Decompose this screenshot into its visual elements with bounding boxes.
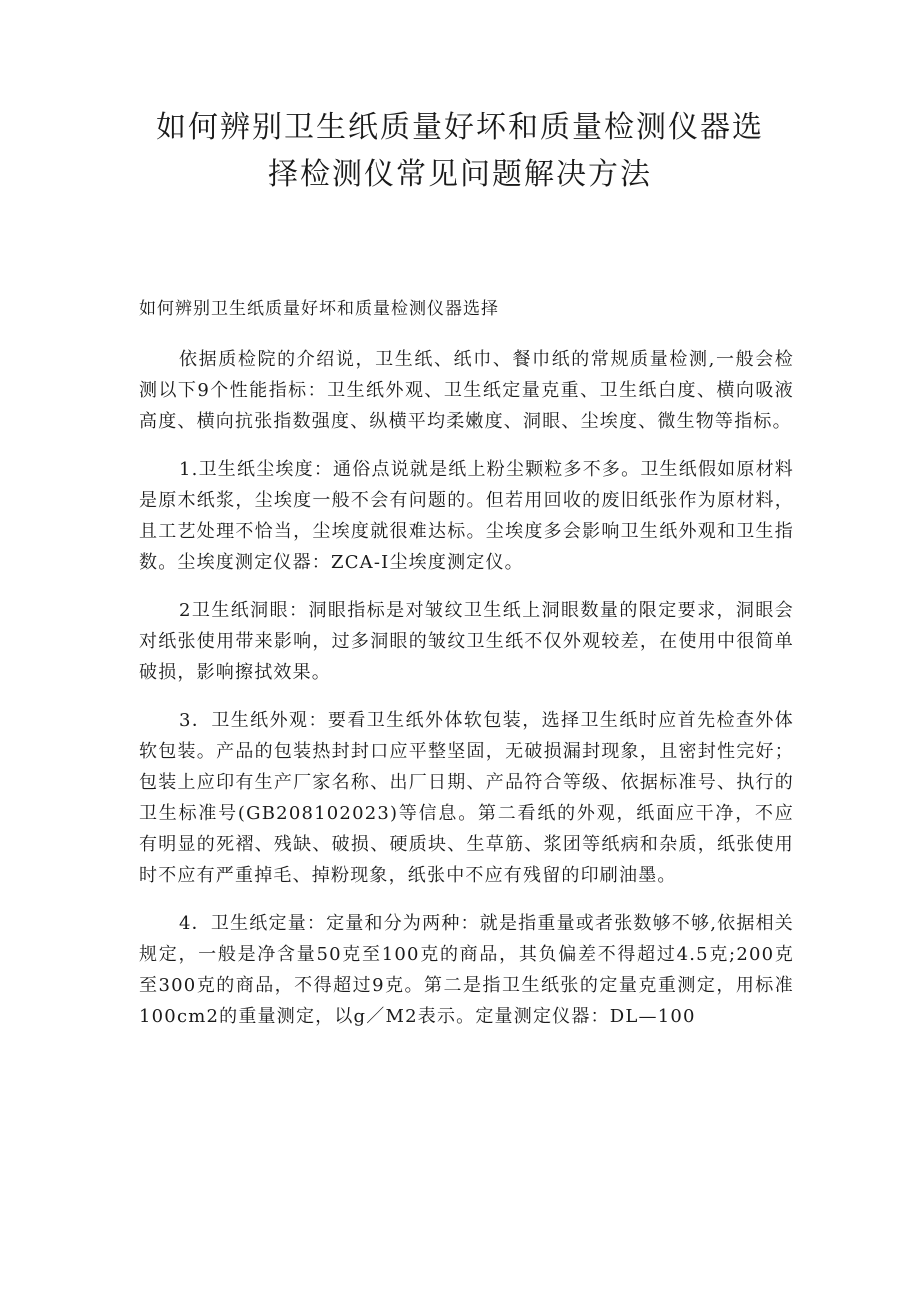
document-body — [139, 344, 794, 1049]
section-heading: 如何辨别卫生纸质量好坏和质量检测仪器选择 — [139, 299, 499, 319]
document-title — [120, 104, 800, 198]
paragraph-holes: 2卫生纸洞眼：洞眼指标是对皱纹卫生纸上洞眼数量的限定要求，洞眼会对纸张使用带来影响，过多洞眼的皱纹卫生纸不仅外观较差，在使用中很简单破损，影响擦拭效果。 — [139, 600, 794, 683]
paragraph-intro: 依据质检院的介绍说，卫生纸、纸巾、餐巾纸的常规质量检测,一般会检测以下9个性能指标：卫生纸外观、卫生纸定量克重、卫生纸白度、横向吸液高度、横向抗张指数强度、纵横平均柔嫩度、洞眼、尘埃度、微生物等指标。 — [139, 349, 794, 432]
paragraph-quantity: 4．卫生纸定量：定量和分为两种：就是指重量或者张数够不够,依据相关规定，一般是净含量50克至100克的商品，其负偏差不得超过4.5克;200克至300克的商品，不得超过9克。第二是指卫生纸张的定量克重测定，用标准100cm2的重量测定，以g／M2表示。定量测定仪器：DL—100 — [139, 913, 794, 1027]
title-line-1: 如何辨别卫生纸质量好坏和质量检测仪器选 — [156, 110, 764, 145]
paragraph-dust: 1.卫生纸尘埃度：通俗点说就是纸上粉尘颗粒多不多。卫生纸假如原材料是原木纸浆，尘埃度一般不会有问题的。但若用回收的废旧纸张作为原材料，且工艺处理不恰当，尘埃度就很难达标。尘埃度多会影响卫生纸外观和卫生指数。尘埃度测定仪器：ZCA-I尘埃度测定仪。 — [139, 459, 794, 573]
title-line-2: 择检测仪常见问题解决方法 — [268, 157, 652, 192]
paragraph-appearance: 3．卫生纸外观：要看卫生纸外体软包装，选择卫生纸时应首先检查外体软包装。产品的包装热封封口应平整坚固，无破损漏封现象，且密封性完好；包装上应印有生产厂家名称、出厂日期、产品符合等级、依据标准号、执行的卫生标准号(GB208102023)等信息。第二看纸的外观，纸面应干净，不应有明显的死褶、残缺、破损、硬质块、生草筋、浆团等纸病和杂质，纸张使用时不应有严重掉毛、掉粉现象，纸张中不应有残留的印刷油墨。 — [139, 710, 794, 886]
